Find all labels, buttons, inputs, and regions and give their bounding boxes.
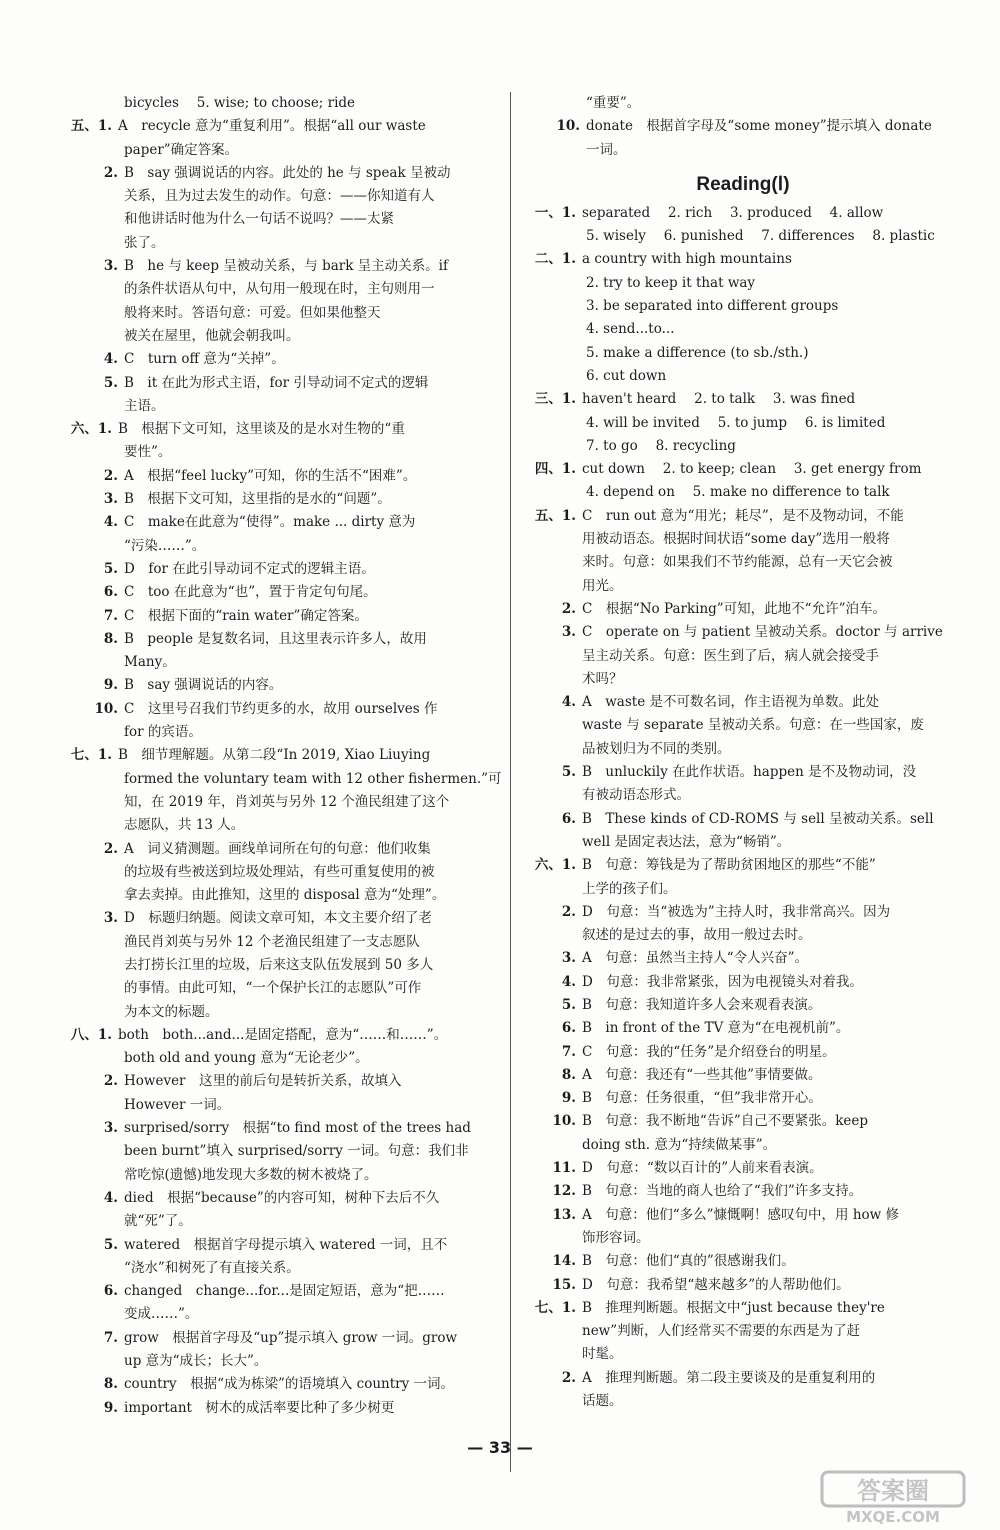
question-number: 2.	[103, 164, 118, 181]
question-number: 八、1.	[70, 1026, 112, 1043]
answer-line	[60, 861, 492, 884]
answer-line	[528, 1343, 958, 1366]
answer-text: surprised/sorry 根据“to find most of the trees had	[124, 1120, 471, 1137]
answer-line	[528, 481, 958, 504]
answer-text: cut down 2. to keep; clean 3. get energy from	[582, 461, 922, 478]
answer-text: 5. wisely 6. punished 7. differences 8. plastic	[586, 228, 935, 245]
answer-text: C 根据“No Parking”可知，此地不“允许”泊车。	[582, 600, 886, 617]
answer-line	[528, 1390, 958, 1413]
answer-text: D 句意：我希望“越来越多”的人帮助他们。	[582, 1276, 850, 1293]
question-number: 15.	[552, 1276, 576, 1293]
answer-line	[528, 1157, 958, 1180]
answer-text: 4. send...to...	[586, 321, 675, 338]
answer-text: C 句意：我的“任务”是介绍登台的明星。	[582, 1043, 836, 1060]
answer-line	[528, 971, 958, 994]
answer-text: B 句意：我知道许多人会来观看表演。	[582, 996, 822, 1013]
answer-line	[528, 1180, 958, 1203]
answer-text: B 句意：他们“真的”很感谢我们。	[582, 1253, 795, 1270]
answer-line	[60, 744, 492, 767]
answer-line	[528, 342, 958, 365]
answer-line	[528, 994, 958, 1017]
answer-line	[60, 558, 492, 581]
answer-line	[60, 581, 492, 604]
answer-line	[60, 535, 492, 558]
answer-line	[60, 1047, 492, 1070]
answer-text: 拿去卖掉。由此推知，这里的 disposal 意为“处理”。	[124, 887, 446, 904]
question-number: 9.	[103, 1399, 118, 1416]
column-divider	[510, 92, 511, 1472]
answer-text: 志愿队，共 13 人。	[124, 817, 245, 834]
answer-text: 渔民肖刘英与另外 12 个老渔民组建了一支志愿队	[124, 933, 420, 950]
answer-text: 用被动语态。根据时间状语“some day”选用一般将	[582, 531, 890, 548]
answer-text: A 根据“feel lucky”可知，你的生活不“困难”。	[124, 467, 417, 484]
question-number: 5.	[561, 996, 576, 1013]
question-number: 10.	[556, 118, 580, 135]
answer-line	[528, 714, 958, 737]
answer-line	[528, 901, 958, 924]
answer-line	[528, 621, 958, 644]
answer-line	[528, 528, 958, 551]
answer-text: D 句意：当“被选为”主持人时，我非常高兴。因为	[582, 903, 891, 920]
answer-text: D 标题归纳题。阅读文章可知，本文主要介绍了老	[124, 910, 432, 927]
answer-text: C 根据下面的“rain water”确定答案。	[124, 607, 368, 624]
answer-line	[60, 325, 492, 348]
question-number: 6.	[561, 810, 576, 827]
question-number: 四、1.	[534, 461, 576, 478]
answer-line	[60, 954, 492, 977]
answer-line	[60, 605, 492, 628]
question-number: 3.	[561, 950, 576, 967]
answer-line	[528, 831, 958, 854]
answer-line	[528, 225, 958, 248]
answer-text: paper”确定答案。	[124, 141, 239, 158]
answer-text: D for 在此引导动词不定式的逻辑主语。	[124, 560, 375, 577]
answer-text: “浇水”和树死了有直接关系。	[124, 1259, 300, 1276]
answer-text: 的事情。由此可知，“一个保护长江的志愿队”可作	[124, 980, 422, 997]
answer-line	[528, 1110, 958, 1133]
answer-text: haven't heard 2. to talk 3. was fined	[582, 391, 856, 408]
answer-line	[528, 505, 958, 528]
answer-line	[60, 977, 492, 1000]
answer-line	[528, 668, 958, 691]
answer-line	[528, 1087, 958, 1110]
question-number: 7.	[103, 607, 118, 624]
watermark-icon	[818, 1470, 968, 1526]
answer-line	[528, 761, 958, 784]
question-number: 8.	[103, 1376, 118, 1393]
answer-line	[60, 1327, 492, 1350]
answer-line	[60, 418, 492, 441]
answer-line	[528, 202, 958, 225]
answer-text: 的条件状语从句中，从句用一般现在时，主句则用一	[124, 281, 435, 298]
answer-line	[528, 645, 958, 668]
question-number: 三、1.	[534, 391, 576, 408]
right-column-continuation	[528, 92, 958, 162]
answer-line	[60, 1303, 492, 1326]
answer-line	[60, 441, 492, 464]
answer-text: A 句意：他们“多么”慷慨啊！感叹句中，用 how 修	[582, 1206, 900, 1223]
answer-text: donate 根据首字母及“some money”提示填入 donate	[586, 118, 932, 135]
question-number: 2.	[561, 903, 576, 920]
question-number: 5.	[103, 374, 118, 391]
answer-text: B 句意：筹钱是为了帮助贫困地区的那些“不能”	[582, 857, 876, 874]
answer-line	[60, 1117, 492, 1140]
answer-line	[528, 1274, 958, 1297]
answer-line	[60, 884, 492, 907]
answer-line	[60, 1164, 492, 1187]
question-number: 6.	[103, 584, 118, 601]
answer-line	[528, 878, 958, 901]
answer-line	[60, 92, 492, 115]
answer-text: 4. depend on 5. make no difference to talk	[586, 484, 890, 501]
answer-text: 有被动语态形式。	[582, 787, 690, 804]
answer-line	[60, 1001, 492, 1024]
watermark-top-text: 答案圈	[857, 1477, 929, 1505]
answer-text: 用光。	[582, 577, 623, 594]
answer-text: 话题。	[582, 1393, 623, 1410]
answer-line	[528, 924, 958, 947]
answer-text: However 这里的前后句是转折关系，故填入	[124, 1073, 402, 1090]
question-number: 11.	[552, 1160, 576, 1177]
answer-line	[60, 1397, 492, 1420]
answer-text: 常吃惊(遗憾)地发现大多数的树木被烧了。	[124, 1166, 378, 1183]
answer-text: B he 与 keep 呈被动关系，与 bark 呈主动关系。if	[124, 258, 448, 275]
answer-text: 主语。	[124, 397, 165, 414]
answer-line	[60, 1234, 492, 1257]
answer-line	[60, 185, 492, 208]
question-number: 七、1.	[70, 747, 112, 764]
answer-line	[528, 1320, 958, 1343]
answer-line	[60, 814, 492, 837]
answer-line	[60, 1210, 492, 1233]
answer-text: B 根据下文可知，这里指的是水的“问题”。	[124, 491, 391, 508]
answer-line	[60, 1187, 492, 1210]
answer-line	[60, 465, 492, 488]
question-number: 七、1.	[534, 1299, 576, 1316]
answer-text: B These kinds of CD-ROMS 与 sell 呈被动关系。sell	[582, 810, 934, 827]
answer-text: C 这里号召我们节约更多的水，故用 ourselves 作	[124, 700, 438, 717]
answer-line	[60, 651, 492, 674]
answer-line	[528, 1250, 958, 1273]
answer-text: new”判断，人们经常买不需要的东西是为了赶	[582, 1323, 861, 1340]
answer-text: D 句意：“数以百计的”人前来看表演。	[582, 1160, 823, 1177]
question-number: 4.	[103, 351, 118, 368]
question-number: 4.	[561, 973, 576, 990]
answer-line	[528, 1134, 958, 1157]
answer-text: A 句意：虽然当主持人“令人兴奋”。	[582, 950, 809, 967]
answer-line	[60, 698, 492, 721]
answer-text: 5. make a difference (to sb./sth.)	[586, 344, 809, 361]
question-number: 5.	[103, 1236, 118, 1253]
answer-line	[528, 551, 958, 574]
question-number: 2.	[103, 1073, 118, 1090]
question-number: 3.	[103, 1120, 118, 1137]
answer-text: both old and young 意为“无论老少”。	[124, 1050, 369, 1067]
answer-text: died 根据“because”的内容可知，树种下去后不久	[124, 1189, 440, 1206]
answer-line	[60, 1350, 492, 1373]
question-number: 5.	[103, 560, 118, 577]
answer-line	[60, 278, 492, 301]
answer-text: 和他讲话时他为什么一句话不说吗？——太紧	[124, 211, 394, 228]
answer-text: D 句意：我非常紧张，因为电视镜头对着我。	[582, 973, 863, 990]
question-number: 六、1.	[70, 421, 112, 438]
question-number: 3.	[103, 910, 118, 927]
answer-text: B it 在此为形式主语，for 引导动词不定式的逻辑	[124, 374, 429, 391]
answer-text: C turn off 意为“关掉”。	[124, 351, 285, 368]
answer-text: 饰形容词。	[582, 1229, 650, 1246]
answer-text: 知，在 2019 年，肖刘英与另外 12 个渔民组建了这个	[124, 793, 450, 810]
question-number: 6.	[103, 1283, 118, 1300]
answer-line	[528, 1064, 958, 1087]
question-number: 13.	[552, 1206, 576, 1223]
answer-line	[60, 139, 492, 162]
answer-line	[60, 1094, 492, 1117]
answer-line	[528, 458, 958, 481]
answer-text: 6. cut down	[586, 367, 667, 384]
answer-line	[60, 1257, 492, 1280]
answer-text: C run out 意为“用光；耗尽”，是不及物动词，不能	[582, 507, 904, 524]
answer-text: A 词义猜测题。画线单词所在句的句意：他们收集	[124, 840, 431, 857]
answer-text: 张了。	[124, 234, 165, 251]
answer-line	[60, 674, 492, 697]
answer-text: A 句意：我还有“一些其他”事情要做。	[582, 1066, 822, 1083]
answer-text: 被关在屋里，他就会朝我叫。	[124, 327, 300, 344]
answer-line	[528, 1017, 958, 1040]
question-number: 10.	[552, 1113, 576, 1130]
answer-line	[60, 628, 492, 651]
answer-line	[60, 838, 492, 861]
answer-text: 4. will be invited 5. to jump 6. is limited	[586, 414, 886, 431]
answer-line	[528, 139, 958, 162]
question-number: 3.	[561, 624, 576, 641]
question-number: 六、1.	[534, 857, 576, 874]
answer-line	[528, 575, 958, 598]
answer-text: However 一词。	[124, 1096, 231, 1113]
question-number: 8.	[561, 1066, 576, 1083]
watermark-logo	[818, 1470, 968, 1526]
question-number: 5.	[561, 764, 576, 781]
answer-text: 为本文的标题。	[124, 1003, 219, 1020]
answer-line	[528, 365, 958, 388]
answer-line	[60, 1280, 492, 1303]
answer-text: well 是固定表达法，意为“畅销”。	[582, 833, 791, 850]
answer-line	[528, 435, 958, 458]
question-number: 4.	[103, 1189, 118, 1206]
answer-line	[60, 208, 492, 231]
answer-line	[60, 931, 492, 954]
answer-line	[60, 348, 492, 371]
answer-text: B say 强调说话的内容。此处的 he 与 speak 呈被动	[124, 164, 451, 181]
answer-line	[60, 302, 492, 325]
answer-line	[60, 721, 492, 744]
answer-text: “污染……”。	[124, 537, 206, 554]
answer-line	[528, 1204, 958, 1227]
answer-line	[60, 907, 492, 930]
answer-line	[528, 248, 958, 271]
answer-line	[528, 318, 958, 341]
answer-line	[60, 162, 492, 185]
answer-line	[528, 272, 958, 295]
answer-text: grow 根据首字母及“up”提示填入 grow 一词。grow	[124, 1329, 458, 1346]
answer-line	[528, 808, 958, 831]
answer-text: 2. try to keep it that way	[586, 274, 756, 291]
answer-text: “重要”。	[586, 95, 641, 111]
answer-text: B 句意：任务很重，“但”我非常开心。	[582, 1090, 822, 1107]
question-number: 4.	[561, 694, 576, 711]
answer-text: B 句意：当地的商人也给了“我们”许多支持。	[582, 1183, 863, 1200]
answer-text: B 句意：我不断地“告诉”自己不要紧张。keep	[582, 1113, 869, 1130]
answer-text: B people 是复数名词，且这里表示许多人，故用	[124, 630, 427, 647]
answer-text: formed the voluntary team with 12 other fishermen.”可	[124, 770, 502, 787]
answer-line	[528, 388, 958, 411]
answer-line	[60, 255, 492, 278]
answer-text: 要性”。	[124, 444, 172, 461]
answer-line	[528, 947, 958, 970]
question-number: 一、1.	[534, 204, 576, 221]
answer-line	[60, 768, 502, 791]
question-number: 10.	[94, 700, 118, 717]
answer-text: bicycles 5. wise; to choose; ride	[124, 95, 356, 111]
question-number: 2.	[561, 1369, 576, 1386]
answer-line	[528, 92, 958, 115]
answer-text: A 推理判断题。第二段主要谈及的是重复利用的	[582, 1369, 876, 1386]
question-number: 6.	[561, 1020, 576, 1037]
question-number: 14.	[552, 1253, 576, 1270]
question-number: 五、1.	[70, 118, 112, 135]
answer-text: 叙述的是过去的事，故用一般过去时。	[582, 927, 812, 944]
question-number: 二、1.	[534, 251, 576, 268]
answer-line	[528, 1227, 958, 1250]
answer-line	[60, 1024, 492, 1047]
answer-text: 术吗？	[582, 670, 623, 687]
answer-line	[528, 1041, 958, 1064]
answer-line	[60, 395, 492, 418]
answer-line	[60, 1373, 492, 1396]
answer-line	[60, 372, 492, 395]
question-number: 2.	[103, 840, 118, 857]
answer-line	[60, 511, 492, 534]
answer-line	[528, 1297, 958, 1320]
answer-text: C operate on 与 patient 呈被动关系。doctor 与 arrive	[582, 624, 943, 641]
answer-text: important 树木的成活率要比种了多少树更	[124, 1399, 395, 1416]
answer-text: A recycle 意为“重复利用”。根据“all our waste	[118, 118, 426, 135]
answer-text: changed change...for...是固定短语，意为“把……	[124, 1283, 445, 1300]
answer-line	[528, 784, 958, 807]
answer-text: 的垃圾有些被送到垃圾处理站，有些可重复使用的被	[124, 863, 435, 880]
answer-line	[60, 488, 492, 511]
question-number: 8.	[103, 630, 118, 647]
answer-text: 来时。句意：如果我们不节约能源，总有一天它会被	[582, 554, 893, 571]
answer-line	[528, 1367, 958, 1390]
answer-text: 去打捞长江里的垃圾，后来这支队伍发展到 50 多人	[124, 956, 434, 973]
answer-line	[60, 115, 492, 138]
answer-text: doing sth. 意为“持续做某事”。	[582, 1136, 777, 1153]
question-number: 9.	[103, 677, 118, 694]
answer-line	[528, 691, 958, 714]
question-number: 2.	[561, 600, 576, 617]
right-column	[528, 92, 958, 1413]
answer-text: 般将来时。答语句意：可爱。但如果他整天	[124, 304, 381, 321]
answer-text: 呈主动关系。句意：医生到了后，病人就会接受手	[582, 647, 879, 664]
answer-line	[528, 598, 958, 621]
question-number: 12.	[552, 1183, 576, 1200]
answer-line	[528, 738, 958, 761]
question-number: 7.	[561, 1043, 576, 1060]
answer-text: a country with high mountains	[582, 251, 792, 268]
answer-text: separated 2. rich 3. produced 4. allow	[582, 204, 884, 221]
reading-answers	[528, 202, 958, 1413]
answer-text: B unluckily 在此作状语。happen 是不及物动词，没	[582, 764, 917, 781]
answer-text: country 根据“成为栋梁”的语境填入 country 一词。	[124, 1376, 455, 1393]
answer-text: 就“死”了。	[124, 1213, 192, 1230]
answer-text: waste 与 separate 呈被动关系。句意：在一些国家，废	[582, 717, 924, 734]
answer-text: up 意为“成长；长大”。	[124, 1353, 268, 1370]
answer-text: both both...and...是固定搭配，意为“……和……”。	[118, 1026, 448, 1043]
answer-text: 一词。	[586, 141, 627, 158]
question-number: 2.	[103, 467, 118, 484]
answer-text: Many。	[124, 654, 176, 671]
answer-line	[528, 412, 958, 435]
question-number: 9.	[561, 1090, 576, 1107]
page-number: — 33 —	[467, 1438, 533, 1457]
answer-text: 上学的孩子们。	[582, 880, 677, 897]
answer-text: 变成……”。	[124, 1306, 199, 1323]
answer-text: B 推理判断题。根据文中“just because they're	[582, 1299, 885, 1316]
answer-line	[528, 115, 958, 138]
question-number: 3.	[103, 491, 118, 508]
answer-text: C make在此意为“使得”。make ... dirty 意为	[124, 514, 416, 531]
answer-line	[60, 1140, 492, 1163]
answer-text: watered 根据首字母提示填入 watered 一词，且不	[124, 1236, 448, 1253]
answer-text: B 根据下文可知，这里谈及的是水对生物的“重	[118, 421, 405, 438]
answer-line	[528, 295, 958, 318]
answer-text: for 的宾语。	[124, 724, 202, 741]
answer-line	[60, 791, 492, 814]
answer-text: A waste 是不可数名词，作主语视为单数。此处	[582, 694, 879, 711]
left-column	[60, 92, 502, 1420]
answer-text: 品被划归为不同的类别。	[582, 740, 731, 757]
answer-line	[528, 854, 958, 877]
question-number: 五、1.	[534, 507, 576, 524]
answer-text: B 细节理解题。从第二段“In 2019, Xiao Liuying	[118, 747, 431, 764]
answer-text: 时髦。	[582, 1346, 623, 1363]
answer-line	[60, 232, 492, 255]
question-number: 4.	[103, 514, 118, 531]
answer-text: B in front of the TV 意为“在电视机前”。	[582, 1020, 850, 1037]
answer-text: C too 在此意为“也”，置于肯定句句尾。	[124, 584, 377, 601]
question-number: 7.	[103, 1329, 118, 1346]
answer-text: 关系，且为过去发生的动作。句意：——你知道有人	[124, 188, 435, 205]
question-number: 3.	[103, 258, 118, 275]
answer-text: B say 强调说话的内容。	[124, 677, 283, 694]
watermark-bottom-text: MXQE.COM	[846, 1508, 940, 1526]
answer-text: 3. be separated into different groups	[586, 298, 839, 315]
answer-text: been burnt”填入 surprised/sorry 一词。句意：我们非	[124, 1143, 469, 1160]
section-heading: Reading(Ⅰ)	[696, 173, 790, 195]
answer-line	[60, 1070, 492, 1093]
answer-text: 7. to go 8. recycling	[586, 437, 736, 454]
